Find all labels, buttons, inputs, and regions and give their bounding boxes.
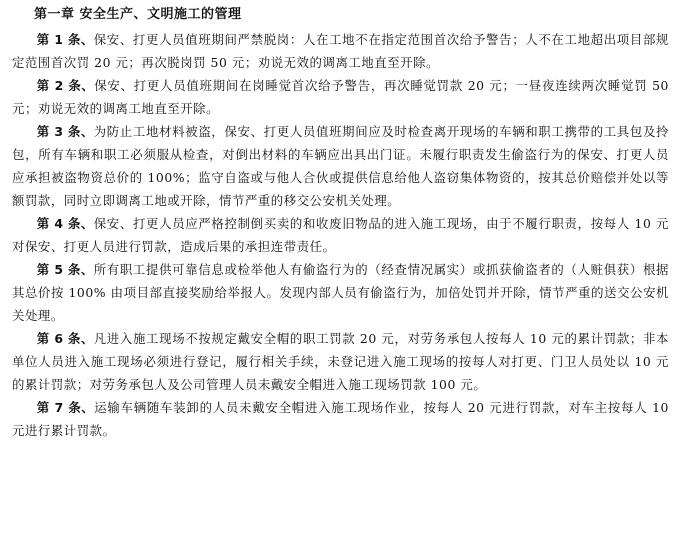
article-text: 保安、打更人员应严格控制倒买卖的和收废旧物品的进入施工现场，由于不履行职责，按每人 10 元对保安、打更人员进行罚款，造成后果的承担连带责任。 <box>12 216 669 254</box>
article-text: 为防止工地材料被盗，保安、打更人员值班期间应及时检查离开现场的车辆和职工携带的工具包及拎包，所有车辆和职工必须服从检查，对倒出材料的车辆应出具出门证。未履行职责发生偷盗行为的保安、打更人员应承担被盗物资总价的 100%；监守自盗或与他人合伙或提供信息给他人盗窃集体物资的，按其总价赔偿并处以等额罚款，同时立即调离工地或开除，情节严重的移交公安机关处理。 <box>12 124 669 208</box>
article-number: 第 7 条、 <box>36 400 95 415</box>
chapter-title: 第一章 安全生产、文明施工的管理 <box>34 7 242 22</box>
article-text: 保安、打更人员值班期间在岗睡觉首次给予警告，再次睡觉罚款 20 元；一昼夜连续两次睡觉罚 50 元；劝说无效的调离工地直至开除。 <box>12 78 669 116</box>
article-number: 第 4 条、 <box>36 216 94 231</box>
article-2 <box>12 74 669 120</box>
article-1 <box>12 28 669 74</box>
article-number: 第 2 条、 <box>36 78 95 93</box>
article-text: 凡进入施工现场不按规定戴安全帽的职工罚款 20 元，对劳务承包人按每人 10 元的累计罚款；非本单位人员进入施工现场必须进行登记，履行相关手续，未登记进入施工现场的按每人对打更、门卫人员处以 10 元的累计罚款；对劳务承包人及公司管理人员未戴安全帽进入施工现场罚款 100 元。 <box>12 331 669 392</box>
article-number: 第 6 条、 <box>36 331 94 346</box>
article-text: 保安、打更人员值班期间严禁脱岗：人在工地不在指定范围首次给予警告；人不在工地超出项目部规定范围首次罚 20 元；再次脱岗罚 50 元；劝说无效的调离工地直至开除。 <box>12 32 669 70</box>
article-5 <box>12 258 669 327</box>
article-7 <box>12 396 669 442</box>
article-number: 第 5 条、 <box>36 262 94 277</box>
article-text: 运输车辆随车装卸的人员未戴安全帽进入施工现场作业，按每人 20 元进行罚款，对车主按每人 10 元进行累计罚款。 <box>12 400 669 438</box>
article-number: 第 3 条、 <box>36 124 94 139</box>
article-number: 第 1 条、 <box>36 32 94 47</box>
article-3 <box>12 120 669 212</box>
article-text: 所有职工提供可靠信息或检举他人有偷盗行为的（经查情况属实）或抓获偷盗者的（人赃俱获）根据其总价按 100% 由项目部直接奖励给举报人。发现内部人员有偷盗行为，加倍处罚并开除，情节严重的送交公安机关处理。 <box>12 262 669 323</box>
article-4 <box>12 212 669 258</box>
article-6 <box>12 327 669 396</box>
